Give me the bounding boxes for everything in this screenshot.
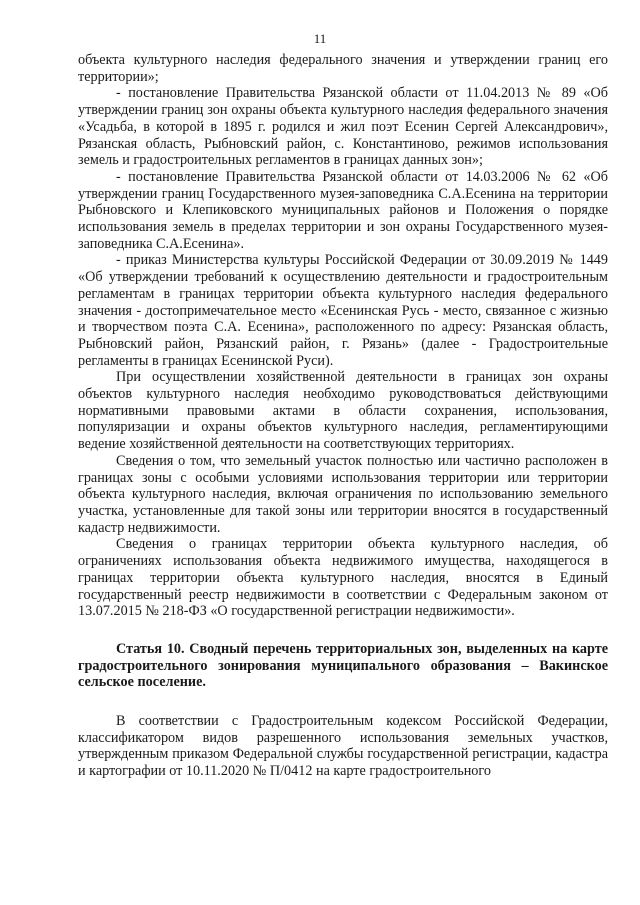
document-body	[78, 52, 608, 780]
paragraph-final: В соответствии с Градостроительным кодексом Российской Федерации, классификатором видов разрешенного использования земельных участков, утвержденным приказом Федеральной службы государственной регистрации, кадастра и картографии от 10.11.2020 № П/0412 на карте градостроительного	[78, 713, 608, 780]
paragraph-decree-89: - постановление Правительства Рязанской области от 11.04.2013 № 89 «Об утверждении границ зон охраны объекта культурного наследия федерального значения «Усадьба, в которой в 1895 г. родился и жил поэт Есенин Сергей Александрович», Рязанская область, Рыбновский район, с. Константиново, режимов использования земель и градостроительных регламентов в границах данных зон»;	[78, 85, 608, 169]
paragraph-continuation: объекта культурного наследия федерального значения и утверждении границ его территории»;	[78, 52, 608, 85]
page-number: 11	[313, 31, 327, 46]
paragraph-land-plot-info: Сведения о том, что земельный участок полностью или частично расположен в границах зоны с особыми условиями использования территории или территории объекта культурного наследия, включая ограничения по использованию земельного участка, установленные для такой зоны или территории вносятся в государственный кадастр недвижимости.	[78, 452, 608, 536]
paragraph-decree-62: - постановление Правительства Рязанской области от 14.03.2006 № 62 «Об утверждении границ Государственного музея-заповедника С.А.Есенина на территории Рыбновского и Клепиковского муниципальных районов и Положения о порядке использования земель в пределах территории и зон охраны Государственного музея-заповедника С.А.Есенина».	[78, 168, 608, 252]
paragraph-economic-activity: При осуществлении хозяйственной деятельности в границах зон охраны объектов культурного наследия необходимо руководствоваться действующими нормативными правовыми актами в области сохранения, использования, популяризации и охраны объектов культурного наследия, регламентирующими ведение хозяйственной деятельности на соответствующих территориях.	[78, 369, 608, 453]
paragraph-order-1449: - приказ Министерства культуры Российской Федерации от 30.09.2019 № 1449 «Об утверждении требований к осуществлению деятельности и градостроительным регламентам в границах территории объекта культурного наследия федерального значения - достопримечательное место «Есенинская Русь - место, связанное с жизнью и творчеством поэта С.А. Есенина», расположенного по адресу: Рязанская область, Рыбновский район, Рязанский район, г. Рязань» (далее - Градостроительные регламенты в границах Есенинской Руси).	[78, 252, 608, 369]
article-10-heading: Статья 10. Сводный перечень территориальных зон, выделенных на карте градостроительного зонирования муниципального образования – Вакинское сельское поселение.	[78, 640, 608, 691]
paragraph-boundaries-info: Сведения о границах территории объекта культурного наследия, об ограничениях использования объекта недвижимого имущества, находящегося в границах территории объекта культурного наследия, вносятся в Единый государственный реестр недвижимости в соответствии с Федеральным законом от 13.07.2015 № 218-ФЗ «О государственной регистрации недвижимости».	[78, 536, 608, 620]
